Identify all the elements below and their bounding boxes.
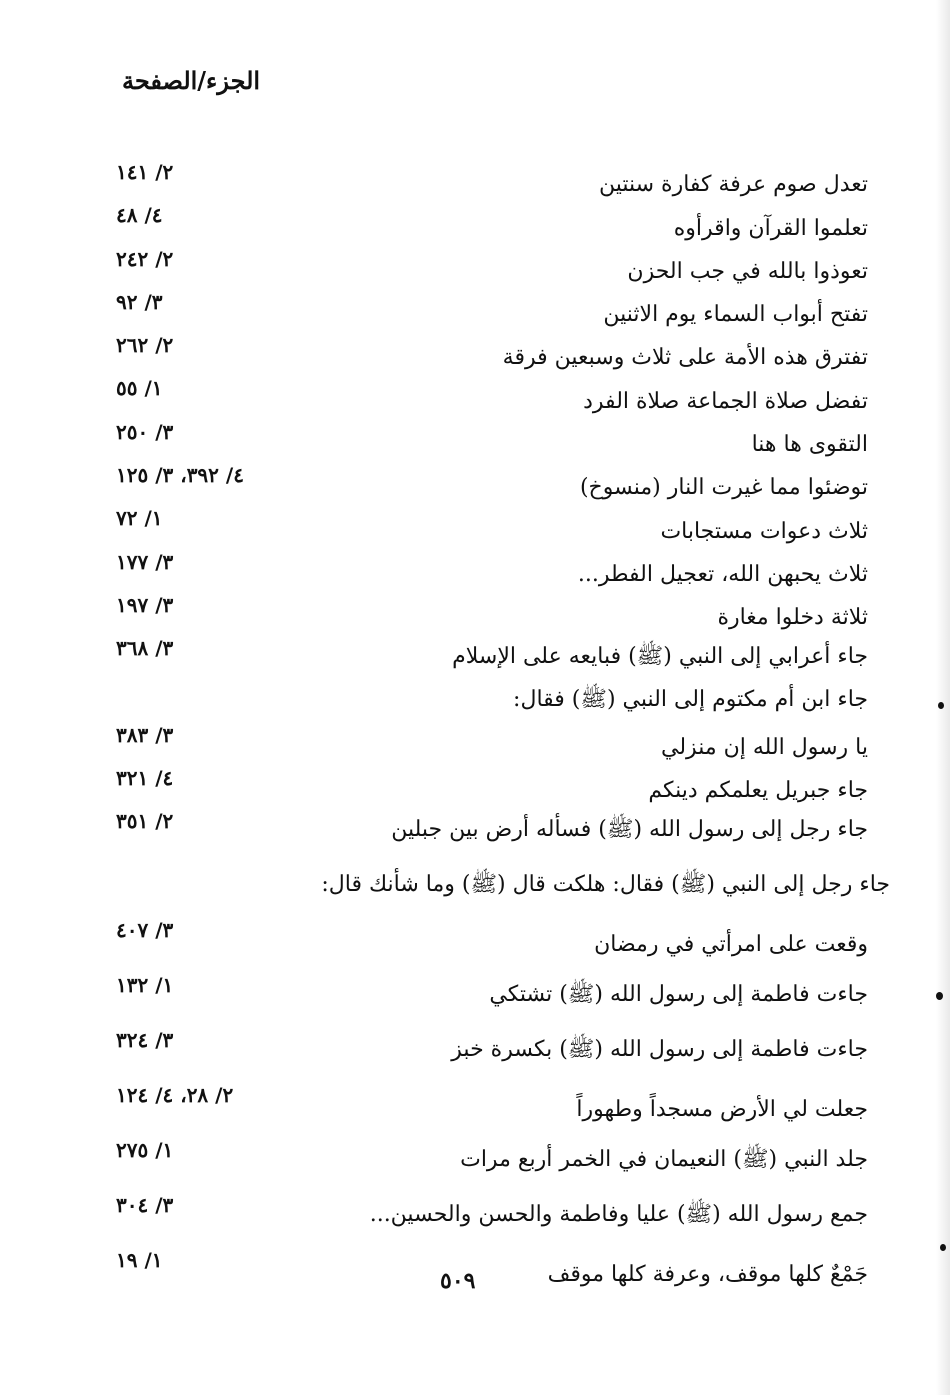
entry-text: تعوذوا بالله في جب الحزن xyxy=(627,258,868,284)
entry-reference: ٤/ ٤٨ xyxy=(116,203,163,228)
entry-reference: ٣/ ٣٨٣ xyxy=(116,722,174,747)
entry-text: جلد النبي (ﷺ) النعيمان في الخمر أربع مرات xyxy=(460,1146,868,1172)
page-number: ٥٠٩ xyxy=(440,1268,476,1294)
entry-text: تعدل صوم عرفة كفارة سنتين xyxy=(598,172,868,198)
index-entry xyxy=(0,550,950,593)
entry-text: جعلت لي الأرض مسجداً وطهوراً xyxy=(576,1096,868,1122)
index-entry xyxy=(0,766,950,809)
index-entry xyxy=(0,593,950,636)
entry-text: تعلموا القرآن واقرأوه xyxy=(673,215,868,241)
index-entry xyxy=(0,333,950,376)
index-entry xyxy=(0,636,950,679)
entry-text: جاء أعرابي إلى النبي (ﷺ) فبايعه على الإسلام xyxy=(452,643,868,669)
entry-reference: ١/ ٢٧٥ xyxy=(116,1137,174,1162)
entry-reference: ٣/ ٣٠٤ xyxy=(116,1192,174,1217)
index-entry xyxy=(0,680,950,723)
index-entry xyxy=(0,809,950,852)
entry-reference: ٢/ ٢٦٢ xyxy=(116,333,174,358)
entry-text: ثلاثة دخلوا مغارة xyxy=(717,605,868,631)
entry-text: جاءت فاطمة إلى رسول الله (ﷺ) تشتكي xyxy=(489,981,868,1007)
index-entry xyxy=(0,723,950,766)
entry-text: ثلاث يحبهن الله، تعجيل الفطر... xyxy=(577,561,868,587)
entry-reference: ٤/ ٣٢١ xyxy=(116,766,174,791)
index-entry xyxy=(0,1128,950,1183)
entry-reference: ٣/ ١٧٧ xyxy=(116,549,174,574)
entry-reference: ١/ ٧٢ xyxy=(116,506,163,531)
entry-text: جاء جبريل يعلمكم دينكم xyxy=(648,778,868,804)
entry-text: تفترق هذه الأمة على ثلاث وسبعين فرقة xyxy=(502,345,868,371)
index-entry xyxy=(0,853,950,908)
index-entry xyxy=(0,506,950,549)
entry-reference: ٣/ ٣٦٨ xyxy=(116,636,174,661)
index-entry xyxy=(0,420,950,463)
entry-reference: ٢/ ١٤١ xyxy=(116,160,174,184)
scan-speck xyxy=(936,992,943,1000)
entry-reference: ٤/ ٣٩٢، ٣/ ١٢٥ xyxy=(116,463,244,488)
index-entry xyxy=(0,1183,950,1238)
entry-text: توضئوا مما غيرت النار (منسوخ) xyxy=(579,475,868,501)
entry-text: تفضل صلاة الجماعة صلاة الفرد xyxy=(583,388,868,414)
entry-reference: ٣/ ٣٢٤ xyxy=(116,1027,174,1052)
entry-text: جمع رسول الله (ﷺ) عليا وفاطمة والحسن والحسين... xyxy=(369,1201,868,1227)
index-entry xyxy=(0,376,950,419)
scan-speck xyxy=(938,702,944,709)
column-header: الجزء/الصفحة xyxy=(122,66,261,95)
scan-speck xyxy=(940,1244,946,1251)
index-entries xyxy=(0,160,950,1293)
entry-text: وقعت على امرأتي في رمضان xyxy=(594,931,868,957)
entry-text: تفتح أبواب السماء يوم الاثنين xyxy=(603,302,868,328)
entry-text: جَمْعٌ كلها موقف، وعرفة كلها موقف xyxy=(547,1261,868,1287)
index-entry xyxy=(0,247,950,290)
entry-reference: ٢/ ٢٨، ٤/ ١٢٤ xyxy=(116,1082,234,1107)
entry-reference: ٣/ ٤٠٧ xyxy=(116,917,174,942)
entry-text: جاء ابن أم مكتوم إلى النبي (ﷺ) فقال: xyxy=(513,686,868,712)
entry-text: جاء رجل إلى النبي (ﷺ) فقال: هلكت قال (ﷺ) وما شأنك قال: xyxy=(321,871,890,897)
entry-reference: ١/ ١٣٢ xyxy=(116,972,174,997)
entry-reference: ٢/ ٣٥١ xyxy=(116,809,174,834)
entry-text: يا رسول الله إن منزلي xyxy=(661,735,868,761)
entry-text: جاء رجل إلى رسول الله (ﷺ) فسأله أرض بين جبلين xyxy=(391,816,868,842)
index-entry xyxy=(0,203,950,246)
index-entry xyxy=(0,160,950,203)
entry-reference: ٣/ ٢٥٠ xyxy=(116,419,174,444)
index-entry xyxy=(0,290,950,333)
entry-text: ثلاث دعوات مستجابات xyxy=(660,518,868,544)
index-entry xyxy=(0,963,950,1018)
entry-reference: ٢/ ٢٤٢ xyxy=(116,246,174,271)
index-entry xyxy=(0,1018,950,1073)
index-entry xyxy=(0,908,950,963)
entry-text: جاءت فاطمة إلى رسول الله (ﷺ) بكسرة خبز xyxy=(451,1036,868,1062)
entry-reference: ١/ ٥٥ xyxy=(116,376,163,401)
entry-reference: ٣/ ١٩٧ xyxy=(116,592,174,617)
index-entry xyxy=(0,1073,950,1128)
entry-reference: ٣/ ٩٢ xyxy=(116,289,163,314)
entry-text: التقوى ها هنا xyxy=(751,432,868,458)
entry-reference: ١/ ١٩ xyxy=(116,1247,163,1272)
index-entry xyxy=(0,463,950,506)
